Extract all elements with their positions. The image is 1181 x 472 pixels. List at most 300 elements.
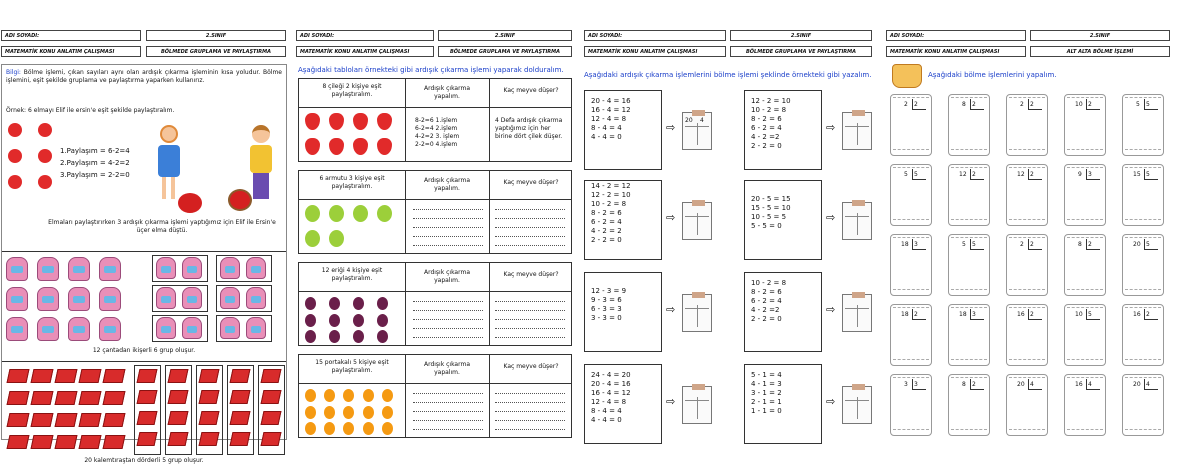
division-card [890,94,932,156]
blank-line [495,301,565,302]
answer-text: 4 Defa ardışık çıkarma yaptığımız için her birine dört çilek düşer. [495,117,563,140]
pear [353,205,368,222]
division-bar [1086,99,1087,109]
division-bar [912,239,913,249]
note-divisor: 4 [700,117,704,124]
division-line [1086,109,1100,110]
division-line [1144,389,1158,390]
divisor: 2 [1146,311,1150,318]
blank-line [495,402,565,403]
column-header: Ardışık çıkarma yapalım. [423,177,470,192]
orange [343,389,354,402]
column-header: Ardışık çıkarma yapalım. [423,361,470,376]
worksheet-page-3 [584,28,874,442]
division-card [1122,234,1164,296]
arrow-icon: ⇨ [666,395,676,408]
divider [405,79,406,161]
divider [2,251,286,252]
subtraction-box [744,180,822,260]
subtraction-box [584,364,662,444]
division-bar [912,169,913,179]
strawberry [305,138,320,155]
sharpener [103,435,126,449]
dividend: 15 [1133,171,1141,178]
divisor: 2 [1030,311,1034,318]
division-bar [1144,309,1145,319]
sharpener [168,432,189,446]
subtraction-line: 4 - 4 = 0 [591,133,622,141]
strawberry [377,138,392,155]
orange [305,422,316,435]
division-line [1144,109,1158,110]
fruit-table [298,170,572,254]
name-field: ADI SOYADI: [584,30,726,41]
sharpener [261,390,282,404]
divisor: 3 [914,381,918,388]
blank-line [495,236,565,237]
sharpener [199,390,220,404]
blank-line [413,402,483,403]
note-line [697,123,698,145]
name-field: ADI SOYADI: [1,30,141,41]
blank-line [413,393,483,394]
divisor: 5 [914,171,918,178]
answer-note [682,112,712,150]
topic-label: ALT ALTA BÖLME İŞLEMİ [1030,46,1170,57]
backpack [6,257,28,281]
card-border [893,429,929,433]
dividend: 18 [901,241,909,248]
orange [324,389,335,402]
orange [305,406,316,419]
card-border [1009,377,1045,381]
division-bar [1028,99,1029,109]
arrow-icon: ⇨ [826,303,836,316]
division-line [970,319,984,320]
subtraction-line: 20 - 4 = 16 [591,97,631,105]
answer-note [842,202,872,240]
backpack [37,257,59,281]
division-line [1028,179,1042,180]
card-border [1125,219,1161,223]
division-card [1006,94,1048,156]
divisor: 2 [1030,171,1034,178]
divisor: 2 [972,171,976,178]
orange [382,422,393,435]
division-bar [970,99,971,109]
card-border [1009,289,1045,293]
subtraction-line: 8 - 2 = 6 [751,288,782,296]
pear [329,230,344,247]
divider [405,263,406,345]
divisor: 5 [1146,101,1150,108]
card-border [1009,219,1045,223]
divisor: 2 [1030,241,1034,248]
card-border [1125,377,1161,381]
arrow-icon: ⇨ [666,303,676,316]
card-border [1125,307,1161,311]
sharpener [168,369,189,383]
card-border [1125,237,1161,241]
apple [38,149,52,163]
sharpener [55,435,78,449]
divisor: 2 [914,101,918,108]
fruit-task-title: 8 çileği 2 kişiye eşit paylaştıralım. [322,83,382,98]
division-line [1028,109,1042,110]
orange [305,389,316,402]
page-header [0,28,288,62]
card-border [951,429,987,433]
subtraction-line: 8 - 2 = 6 [591,209,622,217]
subtraction-line: 4 - 2 =2 [751,133,780,141]
dividend: 12 [959,171,967,178]
name-field: ADI SOYADI: [296,30,434,41]
division-line [1086,249,1100,250]
card-border [1009,307,1045,311]
blank-line [413,301,483,302]
orange [363,422,374,435]
divider [299,107,571,108]
division-bar [970,239,971,249]
strawberry [353,138,368,155]
subtraction-line: 2 - 2 = 0 [591,236,622,244]
card-border [951,219,987,223]
example-text: Örnek: 6 elmayı Elif ile ersin'e eşit şekilde paylaştıralım. [6,107,175,114]
subtraction-line: 12 - 2 = 10 [591,191,631,199]
plum [329,330,340,343]
division-card [948,304,990,366]
subtraction-line: 16 - 4 = 12 [591,106,631,114]
division-card [1122,304,1164,366]
division-card [890,374,932,436]
fruit-table [298,78,572,162]
blank-line [413,310,483,311]
divider [2,361,286,362]
sharpener [137,432,158,446]
dividend: 20 [1133,241,1141,248]
divisor: 5 [1146,171,1150,178]
note-line [857,213,858,235]
subtraction-box [584,90,662,170]
card-border [951,237,987,241]
grade-label: 2.SINIF [438,30,572,41]
bags-caption: 12 çantadan ikişerli 6 grup oluşur. [92,347,196,354]
blank-line [413,337,483,338]
orange [382,389,393,402]
backpack [182,317,202,339]
plum [305,330,316,343]
subtraction-line: 4 - 1 = 3 [751,380,782,388]
answer-note [682,202,712,240]
sharpener [7,435,30,449]
page-header [296,28,574,62]
blank-line [413,420,483,421]
division-bar [1144,379,1145,389]
sharpener [31,413,54,427]
card-border [1067,167,1103,171]
apple [8,123,22,137]
blank-line [495,245,565,246]
worksheet-page-4 [886,28,1172,442]
dividend: 12 [1017,171,1025,178]
card-border [951,289,987,293]
subtraction-line: 2 - 1 = 1 [751,398,782,406]
blank-line [495,393,565,394]
orange [382,406,393,419]
subtraction-line: 6 - 3 = 3 [591,305,622,313]
content-frame [1,64,287,464]
share-step-2: 2.Paylaşım = 4-2=2 [60,159,130,167]
sharpener [31,435,54,449]
worksheet-page-1 [0,28,288,464]
subtraction-line: 5 - 5 = 0 [751,222,782,230]
column-header: Kaç meyve düşer? [503,271,559,278]
division-line [1086,179,1100,180]
divisor: 2 [1088,101,1092,108]
page-header [584,28,874,62]
subtraction-line: 1 - 1 = 0 [751,407,782,415]
orange [324,422,335,435]
dividend: 2 [1020,241,1024,248]
blank-line [413,245,483,246]
subtraction-line: 10 - 2 = 8 [751,106,787,114]
subtraction-line: 12 - 4 = 8 [591,115,627,123]
card-border [1067,219,1103,223]
subtraction-line: 12 - 2 = 10 [751,97,791,105]
division-line [912,249,926,250]
sharpener [199,411,220,425]
divider [489,171,490,253]
answer-note [682,386,712,424]
apple [38,123,52,137]
division-line [1086,319,1100,320]
subtraction-line: 4 - 2 = 2 [591,227,622,235]
division-line [970,179,984,180]
card-border [893,219,929,223]
dividend: 5 [1136,101,1140,108]
division-bar [912,379,913,389]
card-border [1067,149,1103,153]
sharpener [103,413,126,427]
card-border [893,377,929,381]
subtraction-line: 6 - 2 = 4 [591,218,622,226]
backpack [182,287,202,309]
grade-label: 2.SINIF [1030,30,1170,41]
division-line [912,319,926,320]
pear [305,230,320,247]
sharpener [261,411,282,425]
division-bar [1086,169,1087,179]
plum [305,314,316,327]
sharpener [137,411,158,425]
dividend: 20 [1133,381,1141,388]
strawberry [377,113,392,130]
card-border [893,149,929,153]
backpack [156,257,176,279]
divider [299,291,571,292]
subtraction-step: 6-2=4 2.işlem [415,125,458,132]
backpack [68,257,90,281]
backpack [246,287,266,309]
subtraction-line: 9 - 3 = 6 [591,296,622,304]
backpack [246,317,266,339]
column-header: Kaç meyve düşer? [503,179,559,186]
card-border [1067,377,1103,381]
subtraction-line: 12 - 4 = 8 [591,398,627,406]
fruit-task-title: 15 portakalı 5 kişiye eşit paylaştıralım. [315,359,389,374]
division-line [970,109,984,110]
sharpener [103,369,126,383]
column-header: Kaç meyve düşer? [503,363,559,370]
column-header: Ardışık çıkarma yapalım. [423,269,470,284]
backpack [37,317,59,341]
division-line [1028,389,1042,390]
apple-caption: Elmaları paylaştırırken 3 ardışık çıkarma işlemi yaptığımız için Elif ile Ersin'e üçer elma düştü. [48,219,276,234]
subtraction-line: 10 - 2 = 8 [591,200,627,208]
answer-note [842,112,872,150]
note-line [697,213,698,235]
course-label: MATEMATİK KONU ANLATIM ÇALIŞMASI [296,46,434,57]
dividend: 8 [962,381,966,388]
pear [329,205,344,222]
division-card [948,164,990,226]
blank-line [495,420,565,421]
card-border [1125,97,1161,101]
subtraction-line: 4 - 2 =2 [751,306,780,314]
backpack [99,317,121,341]
sharpener [55,391,78,405]
division-card [1064,304,1106,366]
division-card [890,164,932,226]
division-bar [1028,169,1029,179]
subtraction-line: 6 - 2 = 4 [751,297,782,305]
subtraction-line: 2 - 2 = 0 [751,315,782,323]
pear [305,205,320,222]
division-bar [1086,379,1087,389]
blank-line [495,227,565,228]
backpack [6,287,28,311]
sharpener [31,391,54,405]
fruit-table [298,354,572,438]
course-label: MATEMATİK KONU ANLATIM ÇALIŞMASI [886,46,1026,57]
note-line [857,123,858,145]
sharpener [261,432,282,446]
sharpener [7,391,30,405]
instruction: Aşağıdaki tabloları örnekteki gibi ardışık çıkarma işlemi yaparak dolduralım. [298,66,564,74]
sharpener [199,432,220,446]
plum [353,314,364,327]
note-line [697,397,698,419]
sharpener-caption: 20 kalemtıraştan dörderli 5 grup oluşur. [84,457,204,464]
card-border [1125,289,1161,293]
sharpener [261,369,282,383]
divisor: 2 [972,101,976,108]
plum [329,297,340,310]
backpack [156,317,176,339]
division-bar [1086,239,1087,249]
divisor: 2 [914,311,918,318]
plum [377,330,388,343]
blank-line [495,411,565,412]
divisor: 3 [972,311,976,318]
subtraction-box [744,90,822,170]
subtraction-line: 3 - 1 = 2 [751,389,782,397]
subtraction-line: 8 - 2 = 6 [751,115,782,123]
subtraction-line: 8 - 4 = 4 [591,407,622,415]
subtraction-line: 20 - 5 = 15 [751,195,791,203]
card-border [893,167,929,171]
dividend: 5 [904,171,908,178]
card-border [1067,97,1103,101]
subtraction-line: 10 - 2 = 8 [751,279,787,287]
blank-line [495,429,565,430]
blank-line [495,310,565,311]
grade-label: 2.SINIF [146,30,286,41]
fruit-task-title: 12 eriği 4 kişiye eşit paylaştıralım. [321,267,383,282]
sharpener [79,413,102,427]
division-card [1122,374,1164,436]
apple [8,175,22,189]
division-card [1064,374,1106,436]
arrow-icon: ⇨ [826,395,836,408]
division-card [1006,374,1048,436]
strawberry [329,138,344,155]
answer-note [682,294,712,332]
card-border [1009,429,1045,433]
kids-icon [892,64,922,88]
answer-note [842,294,872,332]
card-border [893,307,929,311]
share-step-1: 1.Paylaşım = 6-2=4 [60,147,130,155]
sharpener [7,369,30,383]
card-border [1009,149,1045,153]
division-line [1144,179,1158,180]
backpack [220,317,240,339]
card-border [1067,359,1103,363]
divider [299,199,571,200]
division-bar [970,379,971,389]
card-border [893,289,929,293]
division-line [912,179,926,180]
blank-line [413,429,483,430]
division-card [890,304,932,366]
division-card [948,234,990,296]
card-border [1067,429,1103,433]
divider [489,79,490,161]
card-border [1009,167,1045,171]
division-bar [1144,239,1145,249]
info-text [6,69,282,85]
divider [489,355,490,437]
info-body: Bölme işlemi, çıkan sayıları aynı olan ardışık çıkarma işleminin kısa yoludur. Bölme işlemini, eşit şekilde gruplama ve paylaştırma yaparken kullanırız. [6,69,282,84]
girl-illustration [154,121,182,211]
card-border [1125,359,1161,363]
card-border [1067,237,1103,241]
dividend: 3 [904,381,908,388]
sharpener [31,369,54,383]
card-border [893,237,929,241]
subtraction-line: 24 - 4 = 20 [591,371,631,379]
division-bar [970,309,971,319]
card-border [1067,289,1103,293]
divisor: 5 [1146,241,1150,248]
division-line [1028,319,1042,320]
subtraction-steps [415,117,459,149]
subtraction-line: 8 - 4 = 4 [591,124,622,132]
plum [329,314,340,327]
sharpener [230,432,251,446]
card-border [893,97,929,101]
